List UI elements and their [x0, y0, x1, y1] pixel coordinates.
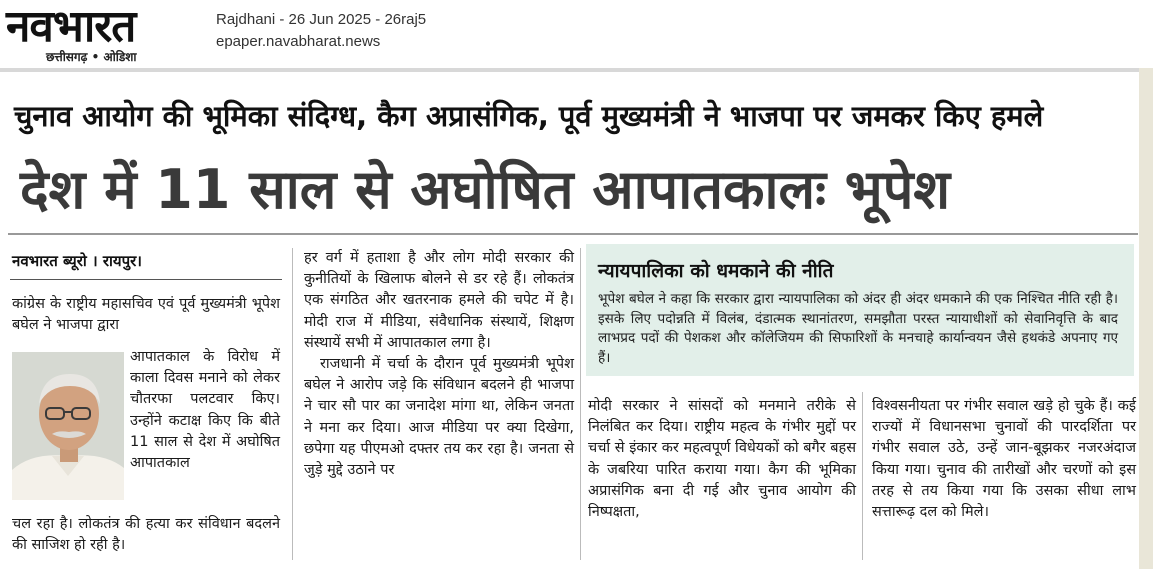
headline-divider [8, 233, 1138, 235]
column-3: मोदी सरकार ने सांसदों को मनमाने तरीके से निलंबित कर दिया। राष्ट्रीय महत्व के गंभीर मुद्दों पर चर्चा से इंकार कर महत्वपूर्ण विधेयकों को बगैर बहस के जबरिया पारित कराया गया। कैग की भूमिका अप्रासंगिक बना दी गई और चुनाव आयोग की निष्पक्षता, [588, 398, 856, 521]
article-headline: देश में 11 साल से अघोषित आपातकालः भूपेश [20, 158, 951, 221]
author-photo [12, 352, 124, 500]
column-1-bottom-text: चल रहा है। लोकतंत्र की हत्या कर संविधान बदलने की साजिश हो रही है। [12, 516, 280, 554]
column-divider [580, 248, 581, 560]
masthead-divider [0, 68, 1140, 72]
column-2 [304, 248, 574, 481]
article-kicker: चुनाव आयोग की भूमिका संदिग्ध, कैग अप्रासंगिक, पूर्व मुख्यमंत्री ने भाजपा पर जमकर किए हमले [14, 99, 1044, 133]
column-2-paragraph-1: हर वर्ग में हताशा है और लोग मोदी सरकार की कुनीतियों के खिलाफ बोलने से डर रहे हैं। लोकतंत्र एक संगठित और खतरनाक हमले की चपेट में है। मोदी राज में मीडिया, संवैधानिक संस्थायें, शिक्षण संस्थायें सभी में आपातकाल लगा है। [304, 250, 574, 351]
newspaper-logo: नवभारत [6, 1, 136, 52]
column-1-intro: कांग्रेस के राष्ट्रीय महासचिव एवं पूर्व मुख्यमंत्री भूपेश बघेल ने भाजपा द्वारा [12, 296, 280, 334]
edition-regions: छत्तीसगढ़ • ओडिशा [46, 50, 137, 64]
column-divider [862, 392, 863, 560]
column-1-wrap-text: आपातकाल के विरोध में काला दिवस मनाने को लेकर चौतरफा पलटवार किए। उन्होंने कटाक्ष किए कि बीते 11 साल से देश में अघोषित आपातकाल [130, 349, 280, 472]
person-portrait-icon [12, 352, 124, 500]
sidebox-title: न्यायपालिका को धमकाने की नीति [598, 260, 834, 282]
byline: नवभारत ब्यूरो । रायपुर। [12, 252, 142, 270]
column-2-paragraph-2: राजधानी में चर्चा के दौरान पूर्व मुख्यमंत्री भूपेश बघेल ने आरोप जड़े कि संविधान बदलने ही भाजपा ने चार सौ पार का जनादेश मांगा था, लेकिन जनता ने मना कर दिया। आज मीडिया पर क्या दिखेगा, छपेगा यह पीएमओ दफ्तर तय कर रहा है। जनता से जुड़े मुद्दे उठाने पर [304, 356, 574, 479]
sidebox-text: भूपेश बघेल ने कहा कि सरकार द्वारा न्यायपालिका को अंदर ही अंदर धमकाने की एक निश्चित नीति रही है। इसके लिए पदोन्नति में विलंब, दंडात्मक स्थानांतरण, समझौता परस्त न्यायाधीशों को सेवानिवृत्ति के बाद लाभप्रद पदों की पेशकश और कॉलेजियम की सिफारिशों के मनचाहे कार्यान्वयन जैसे हथकंडे अपनाए गए हैं। [598, 291, 1118, 366]
edition-info: Rajdhani - 26 Jun 2025 - 26raj5 [216, 11, 427, 28]
byline-divider [10, 279, 282, 280]
column-4: विश्वसनीयता पर गंभीर सवाल खड़े हो चुके हैं। कई राज्यों में विधानसभा चुनावों की पारदर्शिता पर गंभीर सवाल उठे, उन्हें जान-बूझकर नजरअंदाज किया गया। चुनाव की तारीखों और चरणों को इस तरह से तय किया गया कि उसका सीधा लाभ सत्तारूढ़ दल को मिले। [872, 398, 1136, 521]
page-edge-strip [1139, 68, 1153, 569]
website-link[interactable]: epaper.navabharat.news [216, 33, 381, 50]
column-divider [292, 248, 293, 560]
